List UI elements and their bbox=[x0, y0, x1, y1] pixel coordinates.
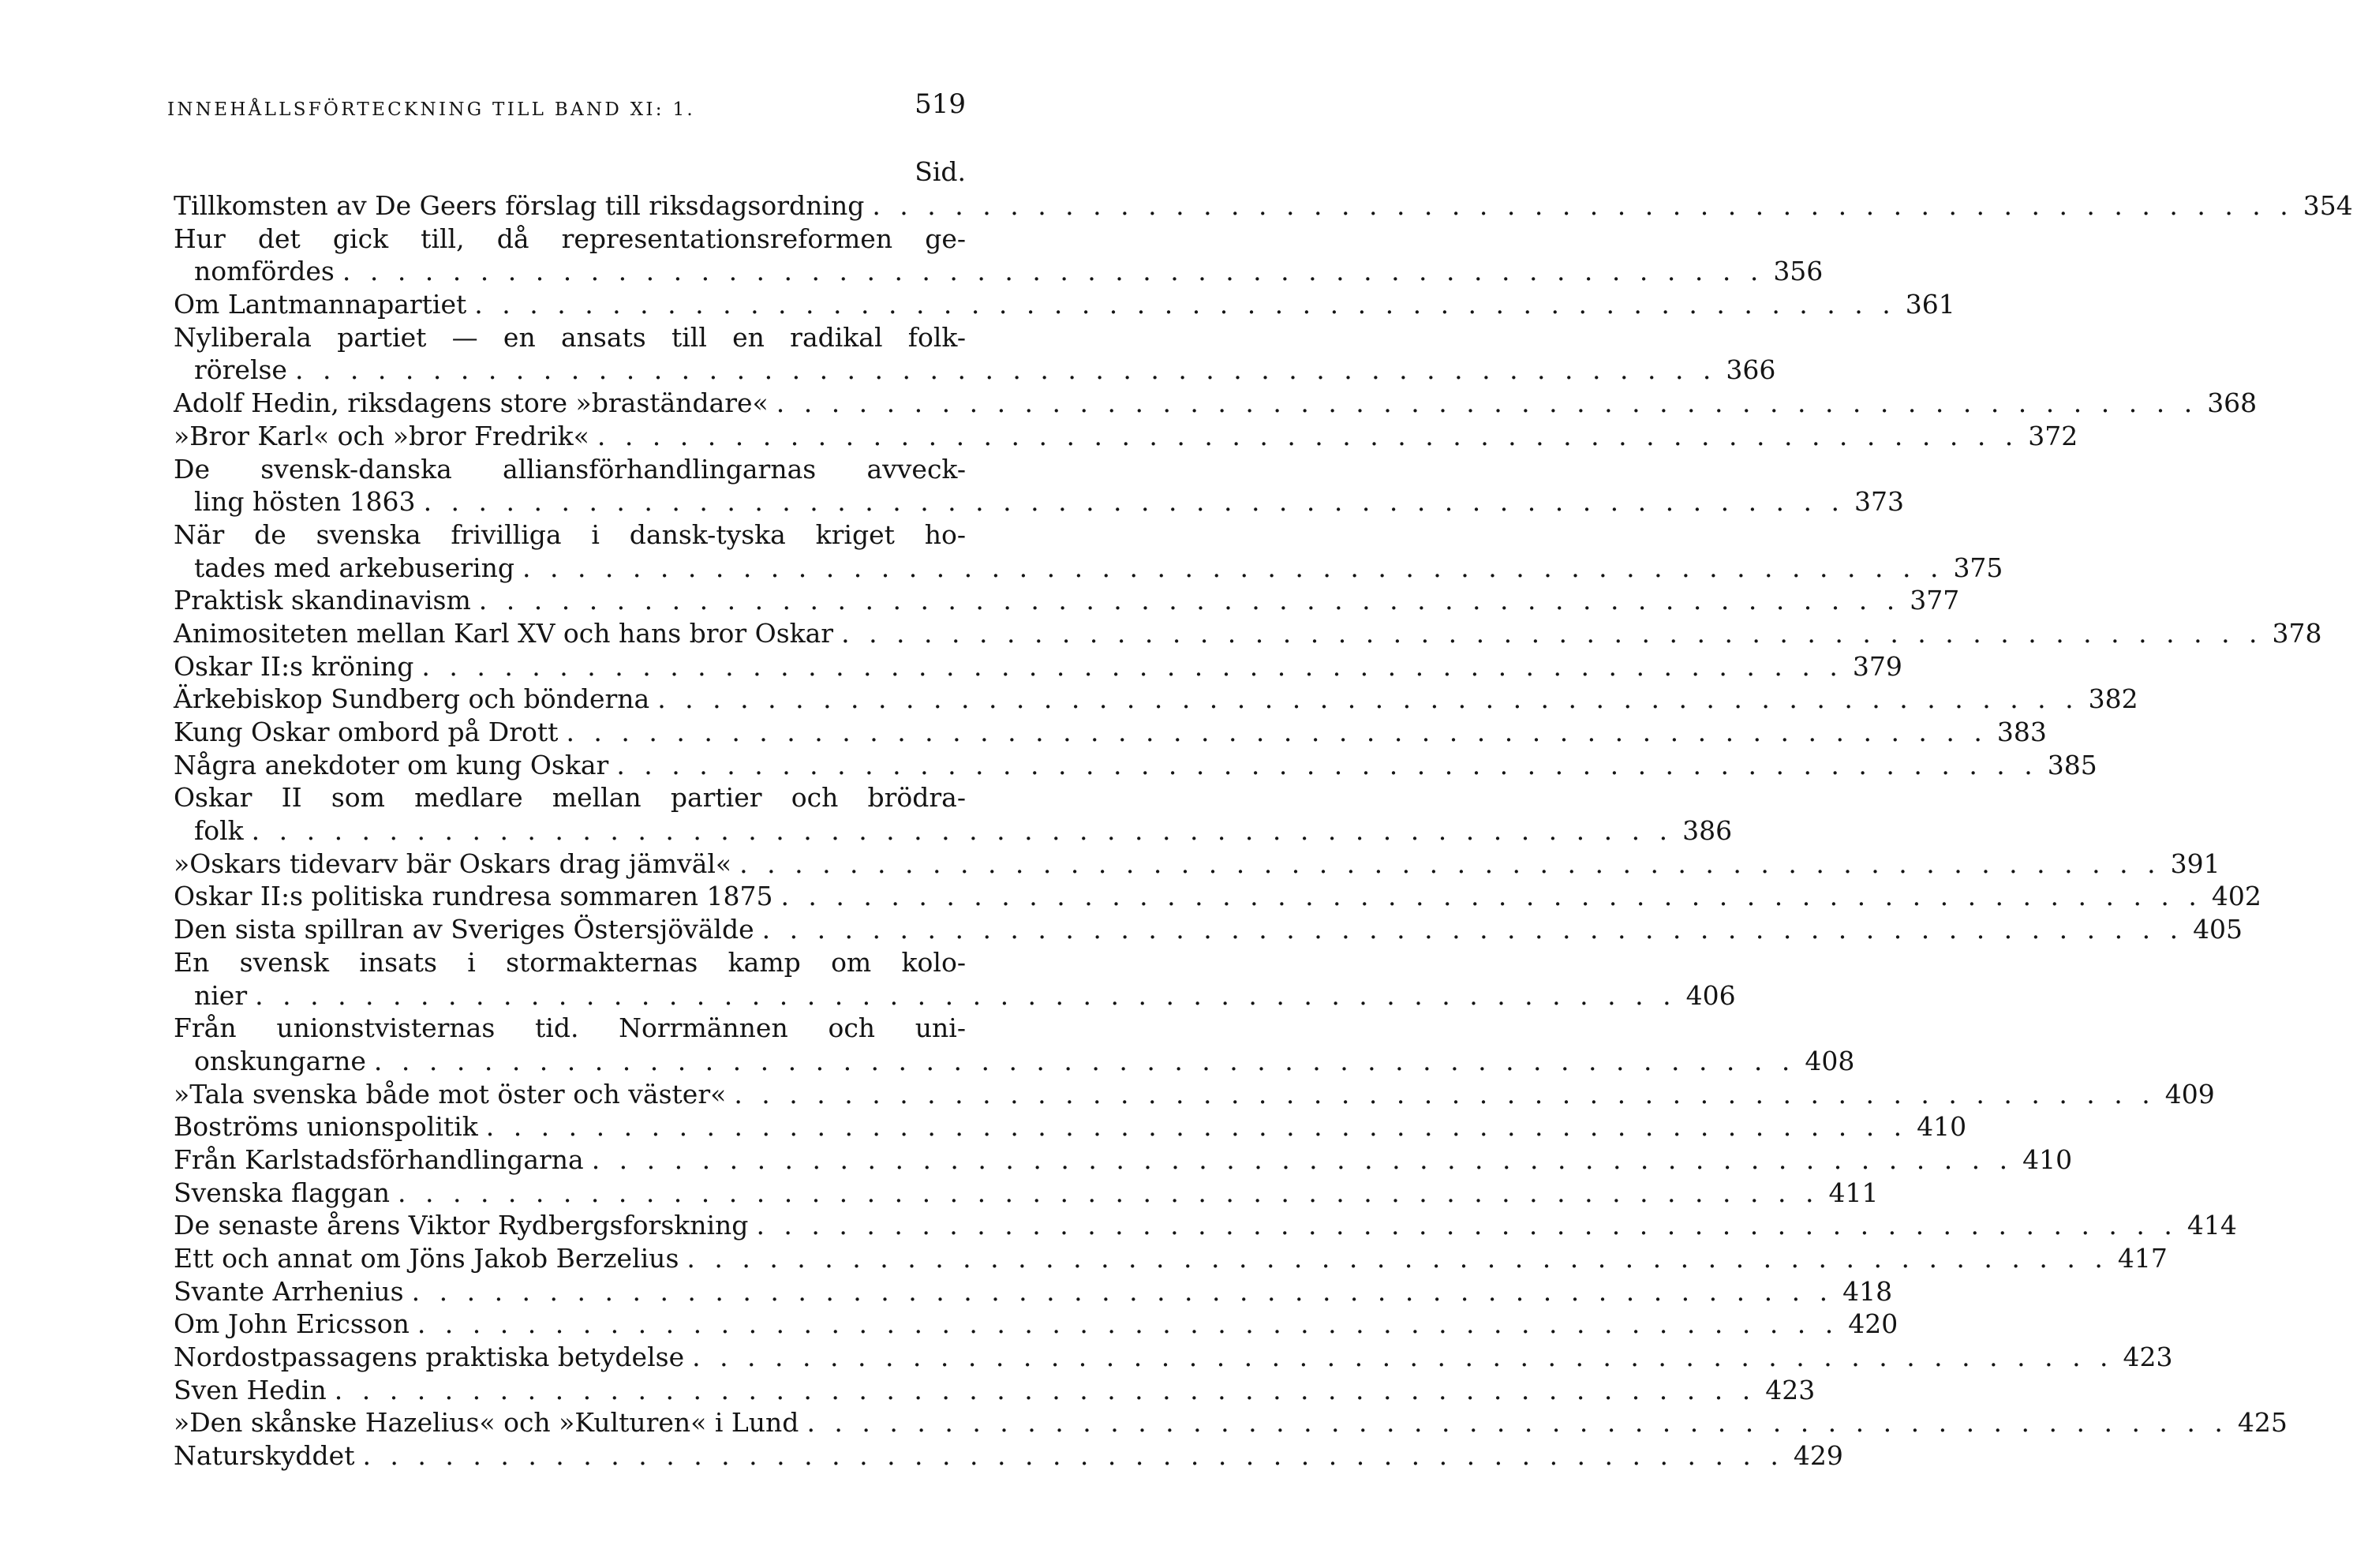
page-column-label: Sid. bbox=[915, 156, 966, 187]
toc-entry-line bbox=[174, 814, 1733, 848]
dot-leader: . . . . . . . . . . . . . . . . . . . . . . . . . . . . . . . . . . . . . . . . . . . . . . . . . . . . bbox=[421, 650, 1843, 682]
toc-entry-page: 382 bbox=[2088, 683, 2138, 715]
toc-entry-line bbox=[174, 288, 1955, 321]
dot-leader: . . . . . . . . . . . . . . . . . . . . . . . . . . . . . . . . . . . . . . . . . . . . . . . . . . . . bbox=[423, 486, 1846, 518]
dot-leader: . . . . . . . . . . . . . . . . . . . . . . . . . . . . . . . . . . . . . . . . . . . . . . . . . . . . bbox=[294, 354, 1717, 386]
toc-entry bbox=[174, 1341, 2173, 1374]
toc-entry bbox=[174, 1177, 1879, 1210]
toc-entry-line bbox=[174, 485, 1905, 518]
toc-entry-line bbox=[174, 1242, 2168, 1275]
toc-entry-page: 361 bbox=[1905, 289, 1955, 320]
toc-entry-title: nomfördes bbox=[194, 256, 335, 287]
dot-leader: . . . . . . . . . . . . . . . . . . . . . . . . . . . . . . . . . . . . . . . . . . . . . . . . . . . . bbox=[255, 979, 1677, 1011]
toc-entry bbox=[174, 749, 2097, 782]
dot-leader: . . . . . . . . . . . . . . . . . . . . . . . . . . . . . . . . . . . . . . . . . . . . . . . . . . . . bbox=[756, 1210, 2178, 1241]
toc-entry-title: rörelse bbox=[194, 354, 287, 386]
dot-leader: . . . . . . . . . . . . . . . . . . . . . . . . . . . . . . . . . . . . . . . . . . . . . . . . . . . . bbox=[485, 1111, 1908, 1143]
toc-entry-line bbox=[174, 1209, 2237, 1242]
running-head bbox=[167, 88, 966, 128]
dot-leader: . . . . . . . . . . . . . . . . . . . . . . . . . . . . . . . . . . . . . . . . . . . . . . . . . . . . bbox=[251, 815, 1674, 847]
toc-entry bbox=[174, 880, 2261, 913]
toc-entry-line bbox=[174, 1045, 1855, 1078]
toc-entry bbox=[174, 1012, 1855, 1077]
toc-entry-page: 423 bbox=[2123, 1342, 2173, 1373]
dot-leader: . . . . . . . . . . . . . . . . . . . . . . . . . . . . . . . . . . . . . . . . . . . . . . . . . . . . bbox=[739, 848, 2161, 879]
dot-leader: . . . . . . . . . . . . . . . . . . . . . . . . . . . . . . . . . . . . . . . . . . . . . . . . . . . . bbox=[841, 617, 2263, 649]
toc-entry-line bbox=[174, 880, 2261, 913]
toc-entry bbox=[174, 1275, 1893, 1308]
toc-entry bbox=[174, 1209, 2237, 1242]
toc-entry bbox=[174, 1308, 1898, 1341]
toc-entry-title: Boströms unionspolitik bbox=[174, 1111, 478, 1143]
toc-entry-line bbox=[174, 552, 2003, 585]
toc-entry-page: 383 bbox=[1996, 717, 2047, 747]
dot-leader: . . . . . . . . . . . . . . . . . . . . . . . . . . . . . . . . . . . . . . . . . . . . . . . . . . . . bbox=[597, 420, 2019, 451]
toc-entry-page: 405 bbox=[2193, 914, 2243, 945]
toc-entry-title: Från Karlstadsförhandlingarna bbox=[174, 1143, 584, 1175]
toc-entry-line bbox=[174, 979, 1736, 1012]
toc-entry bbox=[174, 321, 1776, 387]
toc-entry-line bbox=[174, 420, 2078, 453]
toc-entry-line bbox=[174, 354, 1776, 387]
toc-entry-title: När de svenska frivilliga i dansk-tyska kriget ho- bbox=[174, 518, 966, 550]
toc-entry-title: Nordostpassagens praktiska betydelse bbox=[174, 1342, 685, 1373]
toc-entry-title: Ett och annat om Jöns Jakob Berzelius bbox=[174, 1243, 679, 1274]
toc-entry-title: De senaste årens Viktor Rydbergsforskning bbox=[174, 1210, 749, 1241]
toc-entry-title: Nyliberala partiet — en ansats till en radikal folk- bbox=[174, 321, 966, 353]
toc-entry bbox=[174, 453, 1905, 518]
toc-entry-page: 406 bbox=[1685, 979, 1736, 1011]
toc-entry-line bbox=[174, 1439, 1843, 1473]
toc-entry-line bbox=[174, 749, 2097, 782]
toc-entry-line bbox=[174, 1406, 2288, 1439]
toc-entry-page: 377 bbox=[1910, 585, 1960, 616]
dot-leader: . . . . . . . . . . . . . . . . . . . . . . . . . . . . . . . . . . . . . . . . . . . . . . . . . . . . bbox=[478, 585, 1901, 616]
toc-entry-title: Oskar II som medlare mellan partier och brödra- bbox=[174, 782, 966, 814]
toc-entry-line bbox=[174, 189, 2353, 223]
toc-entry bbox=[174, 387, 2258, 420]
toc-entry-title: Kung Oskar ombord på Drott bbox=[174, 717, 559, 747]
dot-leader: . . . . . . . . . . . . . . . . . . . . . . . . . . . . . . . . . . . . . . . . . . . . . . . . . . . . bbox=[872, 190, 2294, 221]
toc-entry-page: 410 bbox=[2022, 1143, 2073, 1175]
toc-entry-line bbox=[174, 1110, 1967, 1143]
toc-entry-title: Från unionstvisternas tid. Norrmännen och uni- bbox=[174, 1012, 966, 1044]
toc-entry-page: 356 bbox=[1773, 256, 1824, 287]
toc-entry bbox=[174, 946, 1736, 1012]
toc-entry-title: »Den skånske Hazelius« och »Kulturen« i Lund bbox=[174, 1407, 799, 1439]
dot-leader: . . . . . . . . . . . . . . . . . . . . . . . . . . . . . . . . . . . . . . . . . . . . . . . . . . . . bbox=[362, 1440, 1784, 1472]
toc-entry-page: 418 bbox=[1842, 1275, 1893, 1307]
toc-entry-page: 379 bbox=[1852, 650, 1902, 682]
dot-leader: . . . . . . . . . . . . . . . . . . . . . . . . . . . . . . . . . . . . . . . . . . . . . . . . . . . . bbox=[692, 1342, 2114, 1373]
table-of-contents bbox=[174, 189, 2353, 1473]
toc-entry bbox=[174, 1242, 2168, 1275]
toc-entry-title: Några anekdoter om kung Oskar bbox=[174, 749, 609, 780]
toc-entry-title: onskungarne bbox=[194, 1045, 366, 1076]
toc-entry-line bbox=[174, 683, 2138, 716]
toc-entry-line bbox=[174, 518, 966, 552]
toc-entry-line bbox=[174, 650, 1902, 683]
dot-leader: . . . . . . . . . . . . . . . . . . . . . . . . . . . . . . . . . . . . . . . . . . . . . . . . . . . . bbox=[334, 1374, 1756, 1405]
toc-entry-line bbox=[174, 453, 966, 486]
toc-entry-title: Om Lantmannapartiet bbox=[174, 289, 467, 320]
toc-entry-page: 417 bbox=[2117, 1243, 2168, 1274]
toc-entry-page: 409 bbox=[2164, 1078, 2215, 1110]
toc-entry-title: Oskar II:s politiska rundresa sommaren 1875 bbox=[174, 881, 773, 912]
toc-entry-page: 366 bbox=[1726, 354, 1776, 386]
dot-leader: . . . . . . . . . . . . . . . . . . . . . . . . . . . . . . . . . . . . . . . . . . . . . . . . . . . . bbox=[566, 717, 1988, 747]
running-title: INNEHÅLLSFÖRTECKNING TILL BAND XI: 1. bbox=[167, 99, 695, 120]
toc-entry-line bbox=[174, 913, 2243, 946]
toc-entry-title: »Oskars tidevarv bär Oskars drag jämväl« bbox=[174, 848, 732, 879]
toc-entry-page: 420 bbox=[1848, 1308, 1898, 1340]
toc-entry-title: »Bror Karl« och »bror Fredrik« bbox=[174, 420, 589, 451]
toc-entry bbox=[174, 781, 1733, 847]
toc-entry-title: De svensk-danska alliansförhandlingarnas avveck- bbox=[174, 453, 966, 485]
toc-entry-page: 408 bbox=[1805, 1045, 1855, 1076]
toc-entry bbox=[174, 617, 2322, 650]
toc-entry-page: 378 bbox=[2272, 617, 2322, 649]
dot-leader: . . . . . . . . . . . . . . . . . . . . . . . . . . . . . . . . . . . . . . . . . . . . . . . . . . . . bbox=[342, 256, 1764, 287]
toc-entry-title: Svante Arrhenius bbox=[174, 1275, 404, 1307]
toc-entry-title: Adolf Hedin, riksdagens store »braständare« bbox=[174, 387, 769, 419]
toc-entry bbox=[174, 683, 2138, 716]
toc-entry-line bbox=[174, 1143, 2073, 1177]
toc-entry-line bbox=[174, 946, 966, 979]
dot-leader: . . . . . . . . . . . . . . . . . . . . . . . . . . . . . . . . . . . . . . . . . . . . . . . . . . . . bbox=[776, 387, 2198, 419]
page-number: 519 bbox=[915, 88, 966, 120]
toc-entry bbox=[174, 288, 1955, 321]
toc-entry-line bbox=[174, 716, 2047, 749]
dot-leader: . . . . . . . . . . . . . . . . . . . . . . . . . . . . . . . . . . . . . . . . . . . . . . . . . . . . bbox=[591, 1143, 2014, 1175]
dot-leader: . . . . . . . . . . . . . . . . . . . . . . . . . . . . . . . . . . . . . . . . . . . . . . . . . . . . bbox=[657, 683, 2079, 715]
dot-leader: . . . . . . . . . . . . . . . . . . . . . . . . . . . . . . . . . . . . . . . . . . . . . . . . . . . . bbox=[734, 1078, 2156, 1110]
toc-entry bbox=[174, 1110, 1967, 1143]
toc-entry-page: 373 bbox=[1854, 486, 1905, 518]
dot-leader: . . . . . . . . . . . . . . . . . . . . . . . . . . . . . . . . . . . . . . . . . . . . . . . . . . . . bbox=[806, 1407, 2228, 1439]
toc-entry-line bbox=[174, 617, 2322, 650]
toc-entry-line bbox=[174, 584, 1960, 617]
toc-entry-title: Om John Ericsson bbox=[174, 1308, 410, 1340]
dot-leader: . . . . . . . . . . . . . . . . . . . . . . . . . . . . . . . . . . . . . . . . . . . . . . . . . . . . bbox=[398, 1177, 1820, 1208]
toc-entry-title: En svensk insats i stormakternas kamp om kolo- bbox=[174, 946, 966, 978]
toc-entry-line bbox=[174, 1275, 1893, 1308]
toc-entry-title: ling hösten 1863 bbox=[194, 486, 416, 518]
toc-entry-title: Tillkomsten av De Geers förslag till riksdagsordning bbox=[174, 190, 865, 221]
toc-entry-title: Naturskyddet bbox=[174, 1440, 355, 1472]
toc-entry-title: Den sista spillran av Sveriges Östersjövälde bbox=[174, 914, 754, 945]
toc-entry bbox=[174, 584, 1960, 617]
toc-entry bbox=[174, 1374, 1816, 1407]
toc-entry bbox=[174, 189, 2353, 223]
toc-entry-line bbox=[174, 321, 966, 354]
toc-entry-title: tades med arkebusering bbox=[194, 552, 514, 583]
dot-leader: . . . . . . . . . . . . . . . . . . . . . . . . . . . . . . . . . . . . . . . . . . . . . . . . . . . . bbox=[417, 1308, 1839, 1340]
toc-entry-title: Oskar II:s kröning bbox=[174, 650, 414, 682]
toc-entry bbox=[174, 223, 1824, 288]
dot-leader: . . . . . . . . . . . . . . . . . . . . . . . . . . . . . . . . . . . . . . . . . . . . . . . . . . . . bbox=[780, 881, 2202, 912]
toc-entry-title: Animositeten mellan Karl XV och hans bror Oskar bbox=[174, 617, 834, 649]
toc-entry-page: 414 bbox=[2187, 1210, 2237, 1241]
dot-leader: . . . . . . . . . . . . . . . . . . . . . . . . . . . . . . . . . . . . . . . . . . . . . . . . . . . . bbox=[522, 552, 1944, 583]
toc-entry-page: 411 bbox=[1828, 1177, 1879, 1208]
toc-entry-line bbox=[174, 848, 2220, 881]
toc-entry-page: 375 bbox=[1953, 552, 2003, 583]
toc-entry-page: 386 bbox=[1682, 815, 1733, 847]
toc-entry-title: »Tala svenska både mot öster och väster« bbox=[174, 1078, 727, 1110]
toc-entry-line bbox=[174, 1341, 2173, 1374]
toc-entry-line bbox=[174, 1078, 2215, 1111]
toc-entry-line bbox=[174, 781, 966, 814]
toc-entry-line bbox=[174, 1012, 966, 1045]
toc-entry bbox=[174, 716, 2047, 749]
toc-entry-page: 354 bbox=[2302, 190, 2353, 221]
toc-entry bbox=[174, 650, 1902, 683]
toc-entry-line bbox=[174, 255, 1824, 288]
toc-entry bbox=[174, 518, 2003, 584]
toc-entry-title: Hur det gick till, då representationsreformen ge- bbox=[174, 223, 966, 254]
toc-entry-page: 402 bbox=[2211, 881, 2261, 912]
dot-leader: . . . . . . . . . . . . . . . . . . . . . . . . . . . . . . . . . . . . . . . . . . . . . . . . . . . . bbox=[686, 1243, 2108, 1274]
toc-entry-page: 368 bbox=[2207, 387, 2258, 419]
toc-entry bbox=[174, 1406, 2288, 1439]
toc-entry bbox=[174, 1439, 1843, 1473]
toc-entry bbox=[174, 1078, 2215, 1111]
toc-entry-title: nier bbox=[194, 979, 248, 1011]
toc-entry-line bbox=[174, 1374, 1816, 1407]
toc-entry-title: Ärkebiskop Sundberg och bönderna bbox=[174, 683, 650, 715]
toc-entry-line bbox=[174, 1177, 1879, 1210]
toc-entry-title: Svenska flaggan bbox=[174, 1177, 390, 1208]
toc-entry-line bbox=[174, 1308, 1898, 1341]
toc-entry-page: 410 bbox=[1917, 1111, 1967, 1143]
toc-entry-page: 423 bbox=[1765, 1374, 1816, 1405]
toc-entry-page: 385 bbox=[2047, 749, 2097, 780]
toc-entry-page: 372 bbox=[2028, 420, 2078, 451]
toc-entry-line bbox=[174, 223, 966, 256]
toc-entry-page: 429 bbox=[1793, 1440, 1843, 1472]
dot-leader: . . . . . . . . . . . . . . . . . . . . . . . . . . . . . . . . . . . . . . . . . . . . . . . . . . . . bbox=[373, 1045, 1796, 1076]
toc-entry bbox=[174, 848, 2220, 881]
dot-leader: . . . . . . . . . . . . . . . . . . . . . . . . . . . . . . . . . . . . . . . . . . . . . . . . . . . . bbox=[474, 289, 1896, 320]
toc-entry-title: folk bbox=[194, 815, 244, 847]
toc-entry bbox=[174, 913, 2243, 946]
toc-entry-line bbox=[174, 387, 2258, 420]
toc-entry bbox=[174, 420, 2078, 453]
dot-leader: . . . . . . . . . . . . . . . . . . . . . . . . . . . . . . . . . . . . . . . . . . . . . . . . . . . . bbox=[411, 1275, 1834, 1307]
toc-entry-title: Sven Hedin bbox=[174, 1374, 327, 1405]
toc-entry-page: 391 bbox=[2170, 848, 2220, 879]
dot-leader: . . . . . . . . . . . . . . . . . . . . . . . . . . . . . . . . . . . . . . . . . . . . . . . . . . . . bbox=[761, 914, 2184, 945]
dot-leader: . . . . . . . . . . . . . . . . . . . . . . . . . . . . . . . . . . . . . . . . . . . . . . . . . . . . bbox=[616, 749, 2038, 780]
toc-entry bbox=[174, 1143, 2073, 1177]
toc-entry-title: Praktisk skandinavism bbox=[174, 585, 471, 616]
toc-entry-page: 425 bbox=[2237, 1407, 2288, 1439]
